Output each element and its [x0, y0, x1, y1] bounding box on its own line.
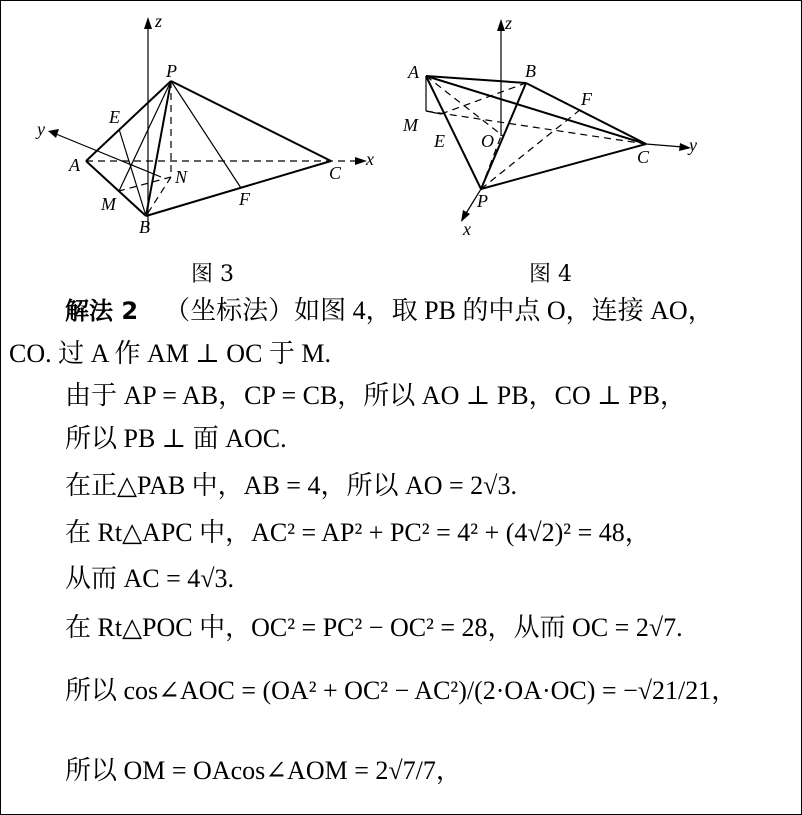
fig3-label-A: A [69, 155, 80, 175]
solution-line-4: 所以 PB ⊥ 面 AOC. [65, 424, 287, 453]
fig3-label-P: P [166, 61, 177, 81]
solution-line-5: 在正△PAB 中，AB = 4，所以 AO = 2√3. [65, 471, 517, 500]
fig3-label-y: y [37, 119, 45, 139]
solution-line-1-text: （坐标法）如图 4，取 PB 的中点 O，连接 AO， [164, 296, 714, 325]
fig4-label-C: C [637, 147, 650, 167]
fig3-label-N: N [175, 167, 188, 187]
figure-3-diagram [1, 1, 401, 246]
solution-heading: 解法 2 [65, 297, 139, 325]
solution-line-8: 在 Rt△POC 中，OC² = PC² − OC² = 28，从而 OC = 2√7. [65, 613, 683, 642]
figure-4-caption: 图 4 [529, 262, 572, 287]
fig4-label-P: P [477, 191, 488, 211]
solution-line-3: 由于 AP = AB，CP = CB，所以 AO ⊥ PB，CO ⊥ PB， [65, 381, 686, 410]
figure-3-caption: 图 3 [191, 262, 234, 287]
fig4-label-x: x [463, 219, 471, 239]
figure-4-diagram [401, 1, 801, 246]
fig4-label-z: z [505, 13, 513, 33]
fig3-label-F: F [239, 189, 250, 209]
solution-line-1 [1, 296, 714, 326]
fig4-label-E: E [434, 131, 445, 151]
fig4-label-y: y [689, 135, 697, 155]
fig4-label-O: O [481, 131, 494, 151]
solution-line-10: 所以 OM = OAcos∠AOM = 2√7/7， [65, 756, 462, 785]
solution-line-2: CO. 过 A 作 AM ⊥ OC 于 M. [9, 339, 332, 368]
solution-line-6: 在 Rt△APC 中，AC² = AP² + PC² = 4² + (4√2)² = 48， [65, 518, 651, 547]
fig3-label-z: z [155, 11, 163, 31]
fig3-label-x: x [366, 149, 374, 169]
solution-line-7: 从而 AC = 4√3. [65, 564, 235, 593]
solution-line-9: 所以 cos∠AOC = (OA² + OC² − AC²)/(2·OA·OC) = −√21/21， [65, 676, 738, 705]
fig4-label-F: F [581, 89, 592, 109]
fig4-label-B: B [525, 61, 536, 81]
fig3-label-M: M [101, 194, 116, 214]
fig4-label-A: A [408, 62, 419, 82]
fig3-label-C: C [329, 163, 342, 183]
fig4-label-M: M [403, 115, 418, 135]
fig3-label-B: B [139, 217, 150, 237]
fig3-label-E: E [109, 107, 120, 127]
